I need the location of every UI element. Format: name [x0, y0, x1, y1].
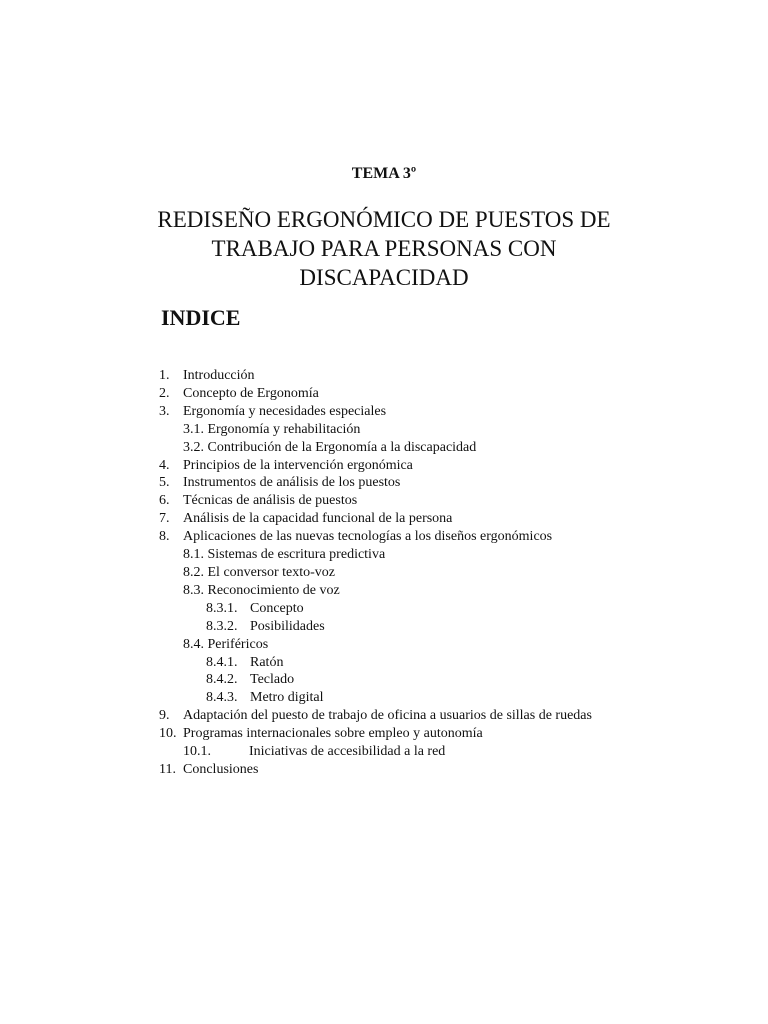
toc-text: Iniciativas de accesibilidad a la red [249, 744, 446, 760]
toc-item [159, 403, 609, 421]
toc-item [159, 600, 609, 618]
toc-number: 10. [159, 726, 177, 742]
toc-item [159, 510, 609, 528]
toc-text: Ratón [250, 654, 284, 670]
toc-item [159, 725, 609, 743]
toc-number: 8.3.1. [206, 600, 238, 616]
document-title [140, 205, 628, 292]
toc-text: Ergonomía y necesidades especiales [183, 403, 387, 419]
toc-text: Introducción [183, 368, 255, 383]
toc-text: Posibilidades [250, 618, 325, 634]
toc-text: Adaptación del puesto de trabajo de oficina a usuarios de sillas de ruedas [183, 708, 592, 724]
toc-text: Sistemas de escritura predictiva [207, 547, 386, 563]
toc-number: 10.1. [183, 744, 211, 760]
toc-item [159, 492, 609, 510]
toc-text: Periféricos [207, 636, 269, 652]
toc-item [159, 367, 609, 385]
toc-number: 5. [159, 475, 170, 491]
toc-number: 7. [159, 511, 170, 527]
toc-text: Metro digital [250, 690, 324, 706]
toc-item [159, 528, 609, 546]
toc-number: 4. [159, 457, 170, 473]
toc-number: 1. [159, 368, 170, 383]
toc-number: 3. [159, 403, 170, 419]
toc-item [159, 439, 609, 457]
toc-item [159, 654, 609, 672]
toc-text: Reconocimiento de voz [207, 582, 340, 598]
toc-number: 8.4.3. [206, 690, 238, 706]
toc-item [159, 636, 609, 654]
toc-text: Concepto [250, 600, 304, 616]
toc-number: 6. [159, 493, 170, 509]
toc-item [159, 671, 609, 689]
toc-item [159, 761, 609, 779]
toc-number: 8.4.2. [206, 672, 238, 688]
toc-item [159, 743, 609, 761]
toc-item [159, 564, 609, 582]
tema-label: TEMA 3º [351, 165, 417, 182]
toc-text: Principios de la intervención ergonómica [183, 457, 413, 473]
toc-text: Concepto de Ergonomía [183, 385, 319, 401]
toc-item [159, 546, 609, 564]
toc-number: 8.1. [183, 547, 204, 563]
toc-text: Instrumentos de análisis de los puestos [183, 475, 401, 491]
toc-item [159, 385, 609, 403]
toc-text: Programas internacionales sobre empleo y autonomía [183, 726, 483, 742]
toc-text: Análisis de la capacidad funcional de la persona [183, 511, 453, 527]
toc-text: Ergonomía y rehabilitación [207, 421, 361, 437]
toc-item [159, 618, 609, 636]
toc-text: Técnicas de análisis de puestos [183, 493, 358, 509]
toc-number: 3.2. [183, 439, 204, 455]
toc-number: 8.3.2. [206, 618, 238, 634]
toc-number: 2. [159, 385, 170, 401]
toc-item [159, 457, 609, 475]
toc-number: 8.4. [183, 636, 204, 652]
toc-number: 3.1. [183, 421, 204, 437]
toc-text: Teclado [250, 672, 295, 688]
toc-number: 11. [159, 761, 176, 777]
toc-text: Aplicaciones de las nuevas tecnologías a los diseños ergonómicos [183, 529, 553, 545]
toc-text: Contribución de la Ergonomía a la discapacidad [207, 439, 477, 455]
toc-text: El conversor texto-voz [207, 564, 336, 580]
toc-item [159, 582, 609, 600]
toc-number: 8. [159, 529, 170, 545]
title-line: REDISEÑO ERGONÓMICO DE PUESTOS DE [157, 207, 611, 232]
toc-number: 9. [159, 708, 170, 724]
toc-number: 8.4.1. [206, 654, 238, 670]
title-line: DISCAPACIDAD [299, 265, 469, 290]
index-heading: INDICE [161, 305, 241, 330]
toc-item [159, 474, 609, 492]
table-of-contents [159, 367, 609, 779]
toc-item [159, 707, 609, 725]
title-line: TRABAJO PARA PERSONAS CON [211, 236, 557, 261]
toc-item [159, 689, 609, 707]
toc-number: 8.2. [183, 564, 204, 580]
toc-number: 8.3. [183, 582, 204, 598]
toc-text: Conclusiones [183, 761, 259, 777]
toc-item [159, 421, 609, 439]
